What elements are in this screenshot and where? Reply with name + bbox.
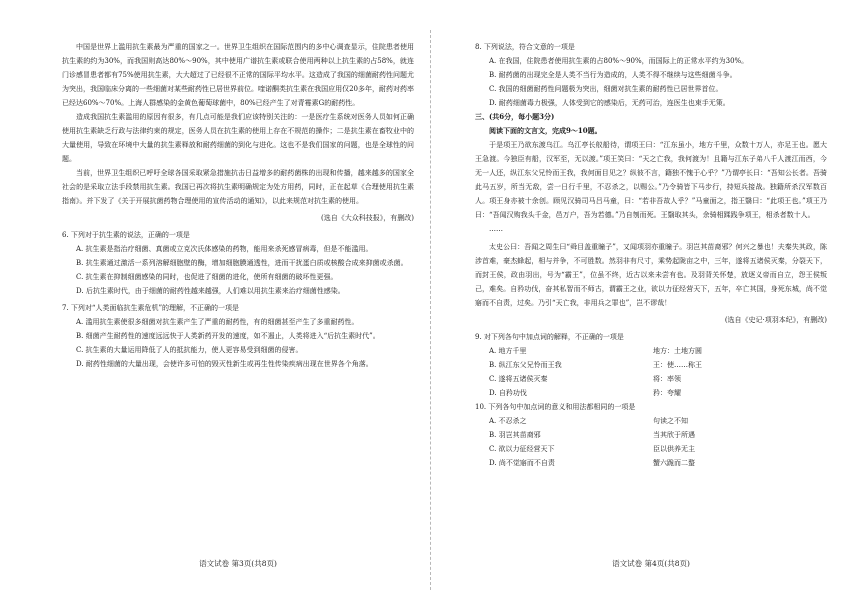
question-9-option-b [475, 358, 827, 372]
question-7-option-b: B. 细菌产生耐药性的速度远远快于人类新药开发的速度，如不遏止，人类将进入“后抗生素时代”。 [76, 332, 380, 340]
question-8-option-b: B. 耐药菌的出现完全是人类不当行为造成的，人类不得不继续与这些细菌斗争。 [489, 71, 737, 79]
question-10-option-d [475, 456, 827, 470]
question-10-option-a [475, 414, 827, 428]
question-9-option-a [475, 344, 827, 358]
question-7-option-a: A. 滥用抗生素使很多细菌对抗生素产生了严重的耐药性，有的细菌甚至产生了多重耐药性。 [76, 318, 359, 326]
article-source: (选自《大众科技报》，有删改) [321, 214, 414, 222]
option-sentence: C. 欲以力征经营天下 [489, 445, 555, 453]
option-sentence: D. 自矜功伐 [489, 389, 527, 397]
option-sentence: C. 遂将五诸侯灭秦 [489, 375, 548, 383]
option-sentence: A. 不忍杀之 [489, 417, 527, 425]
question-6-option-d: D. 后抗生素时代，由于细菌的耐药性越来越强，人们难以用抗生素来治疗细菌性感染。 [76, 287, 345, 295]
article-paragraph-1: 中国是世界上滥用抗生素最为严重的国家之一。世界卫生组织在国际范围内的多中心调查显示，住院患者使用抗生素的约为30%，而我国则高达80%～90%，其中使用广谱抗生素或联合使用两种以上抗生素的占58%，就连门诊感冒患者都有75%使用抗生素，大大超过了已经很不正常的国际平均水平。这造成了我国的细菌耐药性问题尤为突出，我国临床分离的一些细菌对某些耐药性已居世界前位。喹诺酮类抗生素在我国应用仅20多年，耐药对药率已经达60%～70%。上海人群感染的金黄色葡萄球菌中，80%已经产生了对青霉素G的耐药性。 [62, 43, 414, 107]
classical-text-ellipsis: …… [489, 225, 503, 233]
option-explanation: 王：使……称王 [653, 361, 702, 369]
section-instruction: 阅读下面的文言文，完成9～10题。 [489, 126, 602, 135]
article-paragraph-3: 当前，世界卫生组织已呼吁全球各国采取紧急措施抗击日益增多的耐药菌株的出现和传播，越来越多的国家全社会的是采取立法手段禁用抗生素。我国已再次将抗生素明确规定为处方用药，同时，正在起草《合理使用抗生素指南》。并下发了《关于开展抗菌药物合理使用的宣传活动的通知》，以此来规范对抗生素的使用。 [62, 169, 414, 205]
historian-comment: 太史公曰：吾闻之周生曰“舜目盖重瞳子”，又闻项羽亦重瞳子。羽岂其苗裔邪？何兴之暴也！夫秦失其政，陈涉首难，豪杰蜂起，相与并争，不可胜数。然羽非有尺寸，乘势起陇亩之中，三年，遂将五诸侯灭秦，分裂天下，而封王侯，政由羽出，号为“霸王”，位虽不终，近古以来未尝有也。及羽背关怀楚，放逐义帝而自立，怨王侯叛己，难矣。自矜功伐，奋其私智而不师古，谓霸王之业，欲以力征经营天下，五年，卒亡其国，身死东城，尚不觉寤而不自责，过矣。乃引“天亡我，非用兵之罪也”，岂不谬哉！ [475, 243, 827, 307]
option-explanation: 矜：夸耀 [653, 389, 681, 397]
question-6-option-a: A. 抗生素是指治疗细菌、真菌或立克次氏体感染的药物，能用来杀死感冒病毒，但是不能滥用。 [76, 245, 373, 253]
question-9-option-c [475, 372, 827, 386]
question-7-stem: 7. 下列对“人类面临抗生素危机”的理解，不正确的一项是 [62, 304, 240, 312]
option-sentence: D. 尚不觉寤而不自责 [489, 459, 555, 467]
page-3 [62, 40, 414, 371]
option-compare-sentence: 当其欣于所遇 [653, 431, 695, 439]
section-heading: 三、(共6分，每小题3分) [475, 112, 555, 121]
question-8-stem: 8. 下列说法，符合文意的一项是 [475, 43, 575, 51]
question-8-option-a: A. 在我国，住院患者使用抗生素的占80%～90%，而国际上的正常水平约为30%。 [489, 57, 749, 65]
question-10-option-c [475, 442, 827, 456]
option-sentence: A. 地方千里 [489, 347, 527, 355]
option-compare-sentence: 蟹六跪而二螯 [653, 459, 695, 467]
option-explanation: 将：率领 [653, 375, 681, 383]
question-10-option-b [475, 428, 827, 442]
question-9-option-d [475, 386, 827, 400]
question-8-option-d: D. 耐药细菌毒力极强，人体受到它的感染后，无药可治，连医生也束手无策。 [489, 99, 730, 107]
page-divider [430, 30, 431, 590]
page-4 [475, 40, 827, 470]
option-sentence: B. 纵江东父兄怜而王我 [489, 361, 562, 369]
question-8-option-c: C. 我国的细菌耐药性问题极为突出，细菌对抗生素的耐药性已居世界首位。 [489, 85, 723, 93]
question-6-stem: 6. 下列对于抗生素的说法，正确的一项是 [62, 231, 190, 239]
question-6-option-b: B. 抗生素通过激活一系列溶解细胞壁的酶，增加细胞膜通透性，进而干扰蛋白质或核酸合成来抑菌或杀菌。 [76, 259, 408, 267]
classical-text-paragraph-1: 于是项王乃欲东渡乌江。乌江亭长舣船待，谓项王曰：“江东虽小，地方千里，众数十万人，亦足王也。愿大王急渡。今独臣有船，汉军至，无以渡。”项王笑曰：“天之亡我，我何渡为！且籍与江东子弟八千人渡江而西，今无一人还，纵江东父兄怜而王我，我何面目见之？纵彼不言，籍独不愧于心乎？”乃谓亭长曰：“吾知公长者。吾骑此马五岁，所当无敌，尝一日行千里，不忍杀之，以赐公。”乃令骑皆下马步行，持短兵接战。独籍所杀汉军数百人。项王身亦被十余创。顾见汉骑司马吕马童，曰：“若非吾故人乎？”马童面之，指王翳曰：“此项王也。”项王乃曰：“吾闻汉购我头千金，邑万户，吾为若德。”乃自刎而死。王翳取其头，余骑相蹂践争项王，相杀者数十人。 [475, 141, 827, 219]
question-10-stem: 10. 下列各句中加点词的意义和用法都相同的一项是 [475, 403, 636, 411]
question-7-option-c: C. 抗生素的大量运用降低了人的抵抗能力，使人更容易受到细菌的侵害。 [76, 346, 303, 354]
option-sentence: B. 羽岂其苗裔邪 [489, 431, 541, 439]
option-compare-sentence: 臣以供养无主 [653, 445, 695, 453]
classical-source: (选自《史记·项羽本纪》，有删改) [724, 316, 827, 324]
option-compare-sentence: 句读之不知 [653, 417, 688, 425]
question-9-stem: 9. 对下列各句中加点词的解释，不正确的一项是 [475, 333, 624, 341]
option-explanation: 地方：土地方圆 [653, 347, 702, 355]
article-paragraph-2: 造成我国抗生素滥用的原因有很多，有几点可能是我们应该特别关注的：一是医疗生系统对医务人员如何正确使用抗生素缺乏行政与法律约束的规定，医务人员在抗生素的使用上存在不规范的操作；二是抗生素在畜牧业中的大量使用，导致在环境中大量的抗生素释放和耐药细菌的到化与进化。这也不是我们国家的问题，也是全球性的问题。 [62, 113, 414, 163]
question-7-option-d: D. 耐药性细菌的大量出现，会使许多可怕的毁灭性新生或再生性传染疾病出现在世界各个角落。 [76, 360, 373, 368]
page-4-footer: 语文试卷 第4页(共8页) [612, 559, 690, 568]
question-6-option-c: C. 抗生素在抑制细菌感染的同时，也促进了细菌的进化，使所有细菌的破坏性更强。 [76, 273, 338, 281]
page-3-footer: 语文试卷 第3页(共8页) [199, 559, 277, 568]
